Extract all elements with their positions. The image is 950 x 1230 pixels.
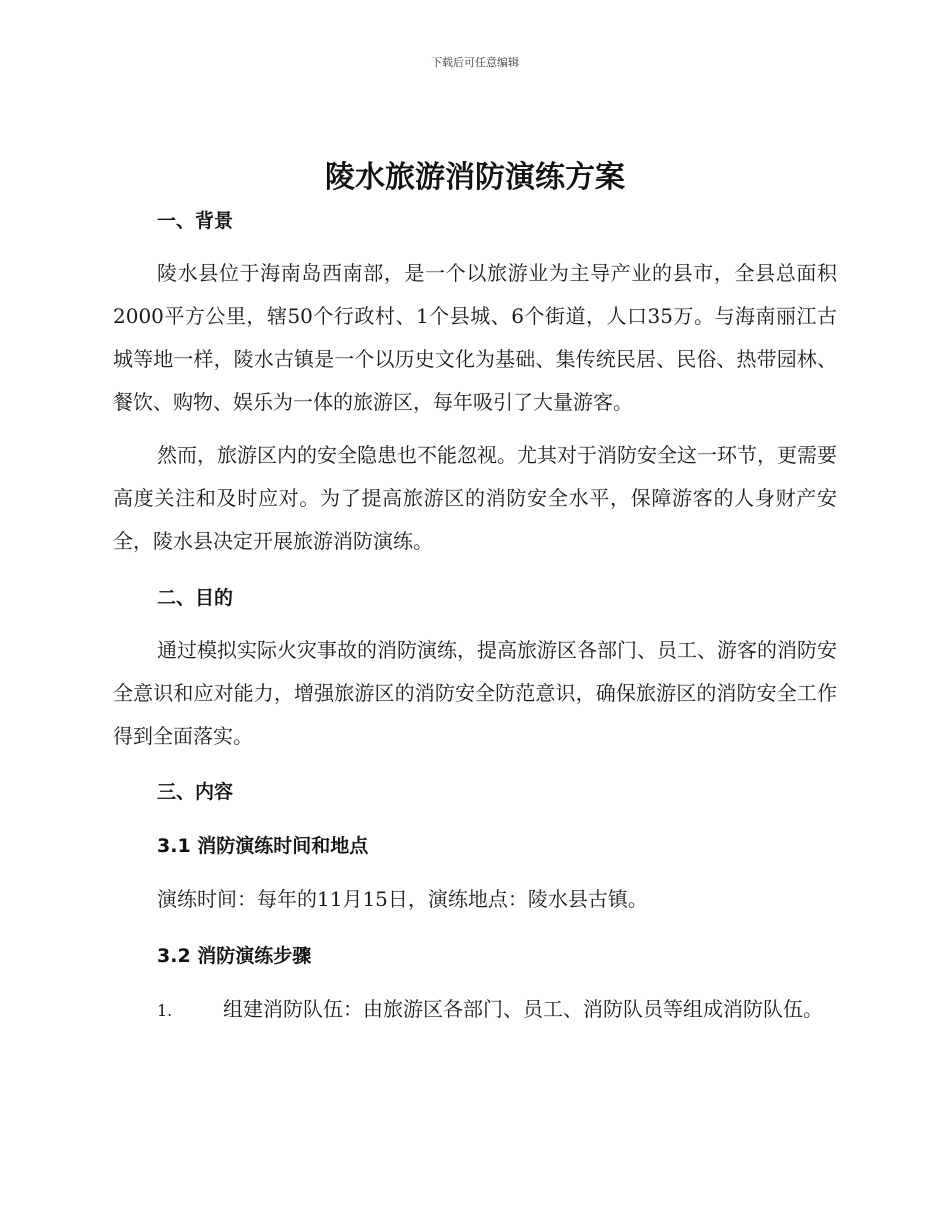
subsection-heading-time-place: 3.1 消防演练时间和地点 [157,835,369,857]
section-heading-background: 一、背景 [157,210,234,232]
section-heading-content: 三、内容 [157,781,234,803]
paragraph-purpose: 通过模拟实际火灾事故的消防演练，提高旅游区各部门、员工、游客的消防安全意识和应对能力，增强旅游区的消防安全防范意识，确保旅游区的消防安全工作得到全面落实。 [113,638,837,748]
list-item-number: 1. [157,1001,173,1020]
list-item-text: 组建消防队伍：由旅游区各部门、员工、消防队员等组成消防队伍。 [223,997,823,1021]
list-item [113,988,837,1032]
subsection-heading-steps: 3.2 消防演练步骤 [157,945,312,967]
paragraph-background-2: 然而，旅游区内的安全隐患也不能忽视。尤其对于消防安全这一环节，更需要高度关注和及时应对。为了提高旅游区的消防安全水平，保障游客的人身财产安全，陵水县决定开展旅游消防演练。 [113,443,837,553]
paragraph-background-1: 陵水县位于海南岛西南部，是一个以旅游业为主导产业的县市，全县总面积2000平方公里，辖50个行政村、1个县城、6个街道，人口35万。与海南丽江古城等地一样，陵水古镇是一个以历史文化为基础、集传统民居、民俗、热带园林、餐饮、购物、娱乐为一体的旅游区，每年吸引了大量游客。 [113,261,837,414]
document-title: 陵水旅游消防演练方案 [325,160,625,195]
time-place-text: 演练时间：每年的11月15日，演练地点：陵水县古镇。 [157,887,648,911]
header-note: 下载后可任意编辑 [431,56,519,69]
section-heading-purpose: 二、目的 [157,587,234,609]
